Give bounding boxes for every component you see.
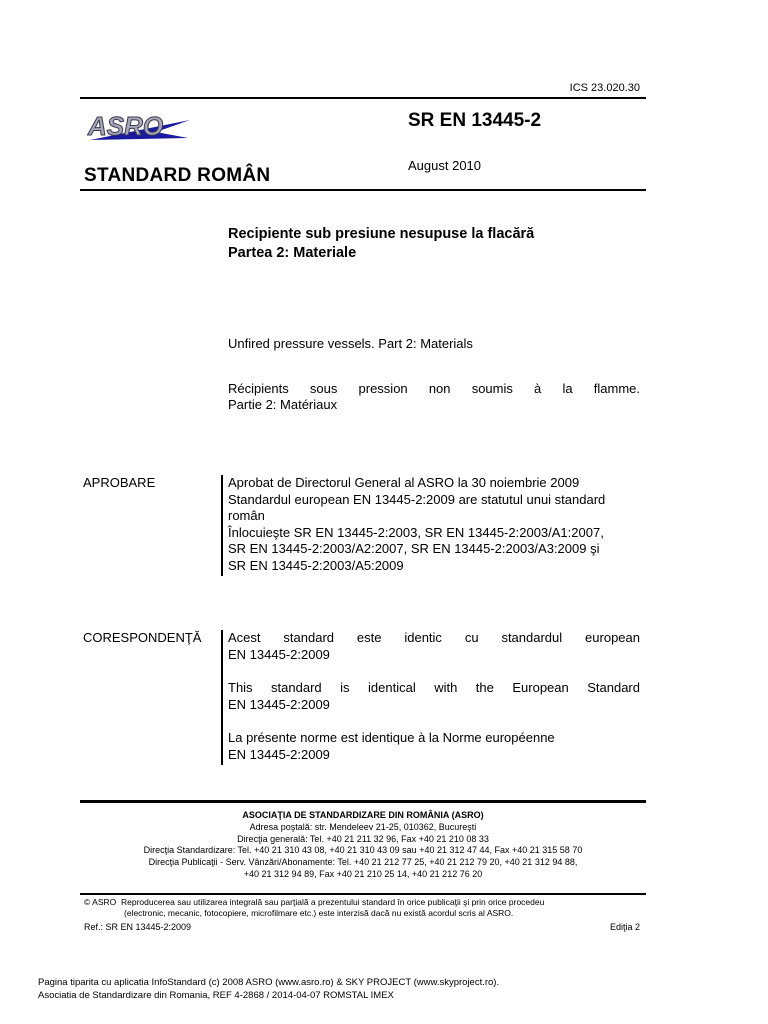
french-title-line-2: Partie 2: Matériaux [228, 397, 338, 412]
english-title: Unfired pressure vessels. Part 2: Materials [228, 336, 473, 351]
copyright-notice [84, 897, 644, 919]
correspondence-en-line-1: This standard is identical with the European Standard [228, 680, 640, 695]
copyright-mark: © ASRO [84, 897, 117, 907]
organization-publications-2: +40 21 312 94 89, Fax +40 21 210 25 14, +40 21 212 76 20 [243, 868, 483, 879]
correspondence-text [228, 630, 640, 763]
approval-line: SR EN 13445-2:2003/A5:2009 [228, 557, 404, 573]
approval-label: APROBARE [83, 475, 156, 490]
header-divider [80, 189, 646, 191]
organization-info [80, 810, 646, 881]
edition: Ediţia 2 [609, 922, 640, 932]
top-divider [80, 97, 646, 99]
organization-standardization: Direcţia Standardizare: Tel. +40 21 310 43 08, +40 21 310 43 09 sau +40 21 312 47 44, Fax +40 21 315 58 70 [143, 845, 583, 856]
title-line-2: Partea 2: Materiale [228, 245, 357, 261]
correspondence-ro-line-2: EN 13445-2:2009 [228, 646, 330, 662]
footer-line-1: Pagina tiparita cu aplicatia InfoStandard (c) 2008 ASRO (www.asro.ro) & SKY PROJECT (www.skyproject.ro). [38, 977, 500, 988]
correspondence-label: CORESPONDENŢĂ [83, 630, 202, 645]
approval-text [228, 475, 640, 574]
approval-bar [221, 475, 223, 576]
print-footer [38, 976, 499, 1002]
organization-publications: Direcţia Publicaţii - Serv. Vânzări/Abonamente: Tel. +40 21 212 77 25, +40 21 212 79 20, +40 21 312 94 88, [148, 857, 578, 868]
french-title-line-1: Récipients sous pression non soumis à la flamme. [228, 381, 640, 396]
publication-date: August 2010 [408, 158, 482, 173]
correspondence-bar [221, 630, 223, 765]
copyright-line-2: (electronic, mecanic, fotocopiere, microfilmare etc.) este interzisă dacă nu există acordul scris al ASRO. [124, 908, 514, 918]
standard-type: STANDARD ROMÂN [84, 165, 271, 186]
title-line-1: Recipiente sub presiune nesupuse la flacără [228, 226, 535, 242]
reference-code: Ref.: SR EN 13445-2:2009 [84, 922, 192, 932]
organization-name: ASOCIAŢIA DE STANDARDIZARE DIN ROMÂNIA (ASRO) [242, 810, 484, 820]
correspondence-fr-line-1: La présente norme est identique à la Norme européenne [228, 730, 555, 745]
copyright-line-1: Reproducerea sau utilizarea integrală sau parţială a prezentului standard în orice publicaţii şi prin orice procedeu [120, 897, 545, 907]
approval-line: Aprobat de Directorul General al ASRO la 30 noiembrie 2009 [228, 475, 580, 490]
ics-code: ICS 23.020.30 [569, 82, 640, 94]
correspondence-en-line-2: EN 13445-2:2009 [228, 696, 330, 712]
copyright-divider [80, 893, 646, 895]
standard-code: SR EN 13445-2 [408, 110, 542, 131]
logo-text: ASRO [88, 111, 164, 141]
correspondence-ro-line-1: Acest standard este identic cu standardul european [228, 630, 640, 645]
approval-line: român [228, 508, 265, 523]
correspondence-fr-line-2: EN 13445-2:2009 [228, 746, 330, 762]
organization-address: Adresa poştală: str. Mendeleev 21-25, 010362, Bucureşti [249, 821, 477, 832]
organization-general: Direcţia generală: Tel. +40 21 211 32 96, Fax +40 21 210 08 33 [237, 833, 489, 844]
approval-line: Standardul european EN 13445-2:2009 are statutul unui standard [228, 491, 606, 507]
approval-line: SR EN 13445-2:2003/A2:2007, SR EN 13445-2:2003/A3:2009 şi [228, 541, 600, 556]
approval-line: Înlocuieşte SR EN 13445-2:2003, SR EN 13445-2:2003/A1:2007, [228, 524, 604, 540]
organization-divider [80, 800, 646, 803]
romanian-title [228, 225, 534, 263]
asro-logo [86, 108, 196, 152]
footer-line-2: Asociatia de Standardizare din Romania, REF 4-2868 / 2014-04-07 ROMSTAL IMEX [38, 990, 394, 1001]
